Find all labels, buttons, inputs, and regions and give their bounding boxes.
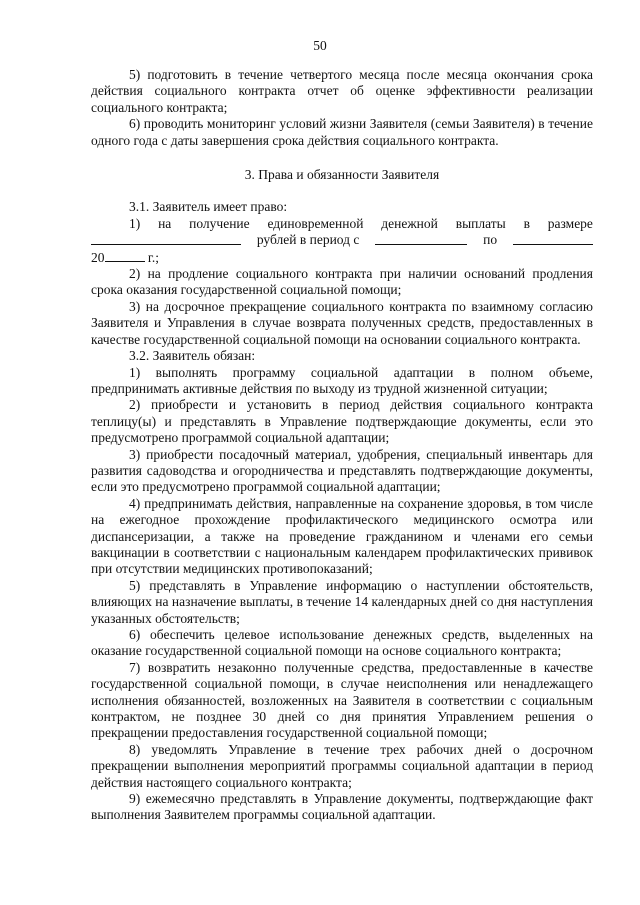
duty-6: 6) обеспечить целевое использование денежных средств, выделенных на оказание государственной социальной помощи на основе социального контракта; xyxy=(91,627,593,659)
rights-intro: 3.1. Заявитель имеет право: xyxy=(129,199,288,215)
duty-8: 8) уведомлять Управление в течение трех рабочих дней о досрочном прекращении выполнения мероприятий программы социальной адаптации в период действия настоящего социального контракта; xyxy=(91,741,593,790)
document-body xyxy=(91,67,593,824)
rubles-period-label: рублей в период с xyxy=(256,232,360,248)
duties-intro: 3.2. Заявитель обязан: xyxy=(129,348,256,364)
right-1-word: денежной xyxy=(381,215,438,231)
amount-blank xyxy=(91,232,241,245)
right-1-word: единовременной xyxy=(267,215,364,231)
right-1-word: получение xyxy=(189,215,250,231)
right-1-word: на xyxy=(158,215,172,231)
right-1-word: выплаты xyxy=(455,215,506,231)
right-1-line-2 xyxy=(91,232,593,248)
duty-5: 5) представлять в Управление информацию о наступлении обстоятельств, влияющих на назначение выплаты, в течение 14 календарных дней со дня наступления указанных обстоятельств; xyxy=(91,577,593,626)
right-1-line-3 xyxy=(91,249,593,266)
section-title: 3. Права и обязанности Заявителя xyxy=(244,167,440,183)
duty-9: 9) ежемесячно представлять в Управление документы, подтверждающие факт выполнения Заявителем программы социальной адаптации. xyxy=(91,791,593,823)
year-suffix: г.; xyxy=(147,249,160,265)
duty-1: 1) выполнять программу социальной адаптации в полном объеме, предпринимать активные действия по выходу из трудной жизненной ситуации; xyxy=(91,364,593,396)
to-label: по xyxy=(483,232,498,248)
page-number: 50 xyxy=(313,38,327,53)
year-prefix: 20 xyxy=(91,249,105,265)
duty-7: 7) возвратить незаконно полученные средства, предоставленные в качестве государственной социальной помощи, в случае неисполнения или ненадлежащего исполнения обязанностей, возложенных на Заявителя в соответствии с социальным контрактом, не позднее 30 дней со дня принятия Управлением решения о прекращении предоставления государственной социальной помощи; xyxy=(91,659,593,741)
right-1-line-1 xyxy=(91,216,593,232)
duty-4: 4) предпринимать действия, направленные на сохранение здоровья, в том числе на ежегодное прохождение профилактического медицинского осмотра или диспансеризации, а также на проведение гражданином и членами его семьи вакцинации в соответствии с национальным календарем профилактических прививок при отсутствии медицинских противопоказаний; xyxy=(91,495,593,577)
right-1-word: 1) xyxy=(129,215,141,231)
duty-2: 2) приобрести и установить в период действия социального контракта теплицу(ы) и представлять в Управление подтверждающие документы, если это предусмотрено программой социальной адаптации; xyxy=(91,397,593,446)
date-from-blank xyxy=(375,232,467,245)
paragraph-6: 6) проводить мониторинг условий жизни Заявителя (семьи Заявителя) в течение одного года с даты завершения срока действия социального контракта. xyxy=(91,116,593,148)
paragraph-5: 5) подготовить в течение четвертого месяца после месяца окончания срока действия социального контракта отчет об оценке эффективности реализации социального контракта; xyxy=(91,67,593,115)
right-3: 3) на досрочное прекращение социального контракта по взаимному согласию Заявителя и Управления в случае возврата полученных средств, предоставленных в качестве государственной социальной помощи на основании социального контракта. xyxy=(91,298,593,347)
year-blank xyxy=(105,249,145,262)
right-1-word: размере xyxy=(547,215,593,231)
right-2: 2) на продление социального контракта при наличии оснований продления срока оказания государственной социальной помощи; xyxy=(91,266,593,298)
right-1-word: в xyxy=(523,215,530,231)
date-to-blank xyxy=(513,232,593,245)
duty-3: 3) приобрести посадочный материал, удобрения, специальный инвентарь для развития садоводства и огородничества и представлять подтверждающие документы, если это предусмотрено программой социальной адаптации; xyxy=(91,446,593,495)
